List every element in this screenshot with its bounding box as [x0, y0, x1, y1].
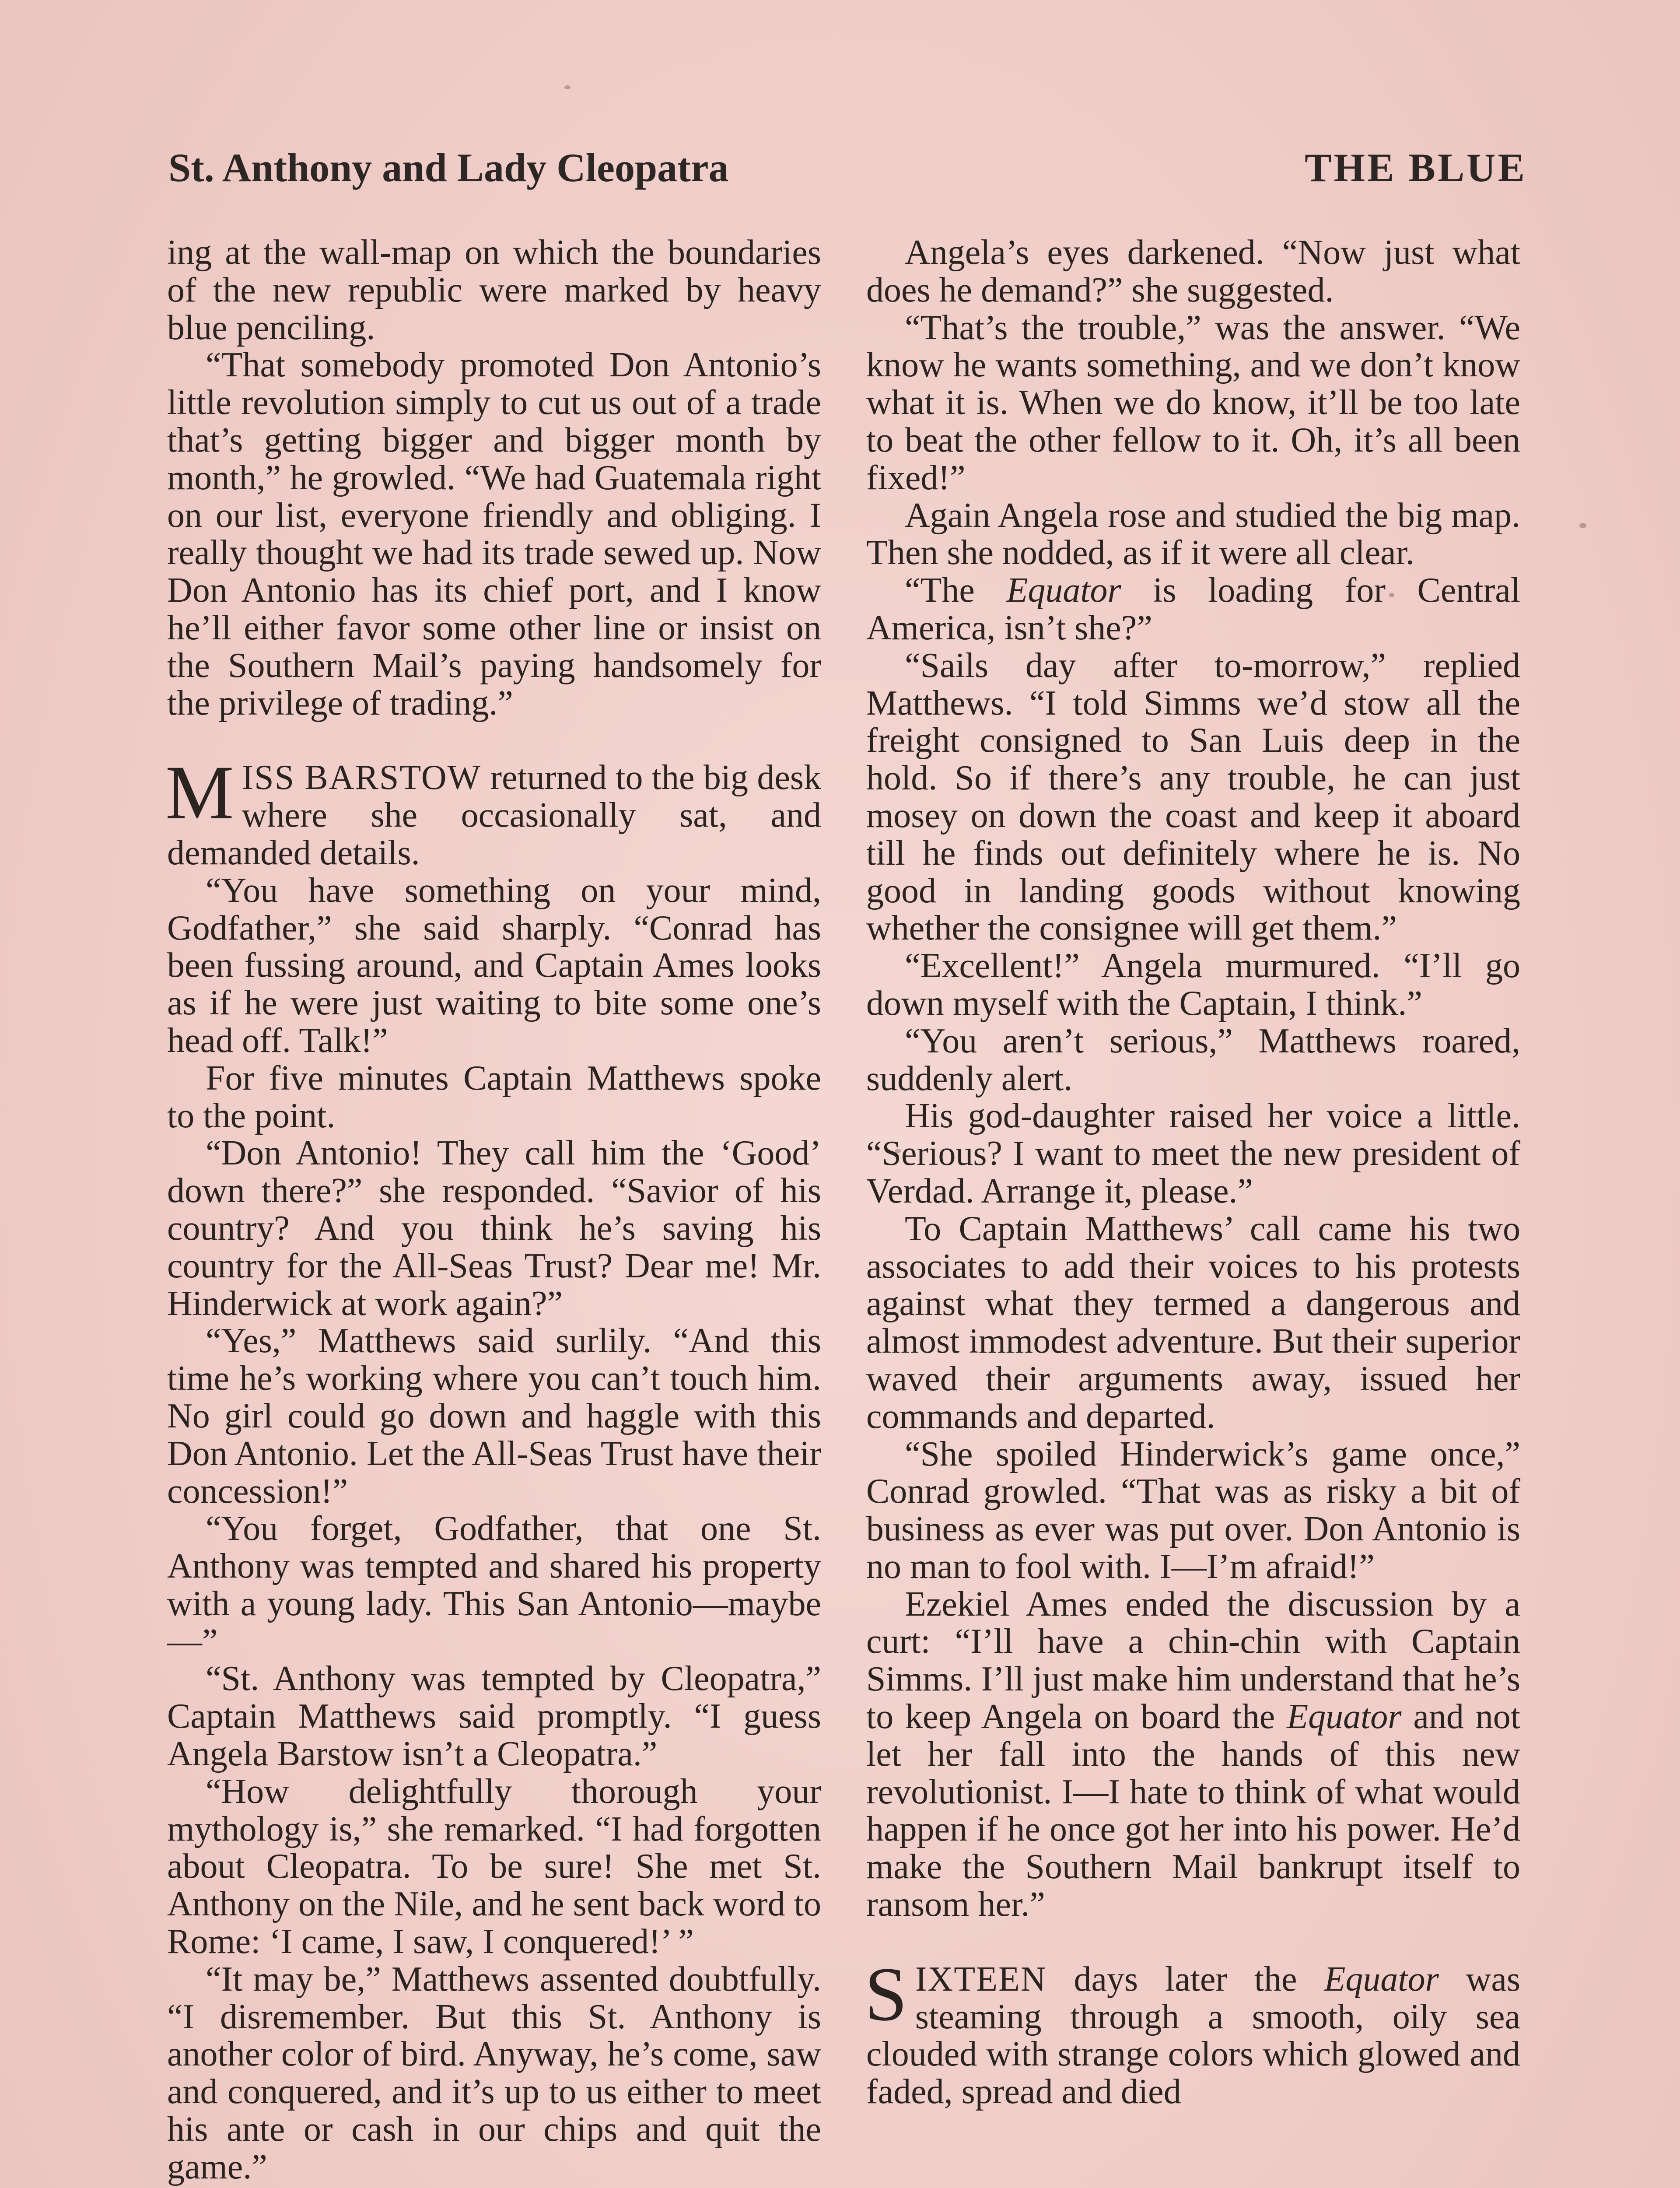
paragraph: “That’s the trouble,” was the answer. “We know he wants something, and we don’t know what it is. When we do know, it’ll be too late to beat the other fellow to it. Oh, it’s all been fixed!”: [866, 308, 1520, 497]
paragraph: “You forget, Godfather, that one St. Anthony was tempted and shared his property with a young lady. This San Antonio—maybe—”: [167, 1509, 821, 1661]
paragraph: To Captain Matthews’ call came his two associates to add their voices to his protests against what they termed a dangerous and almost immodest adventure. But their superior waved their arguments away, issued her commands and departed.: [866, 1209, 1520, 1436]
paragraph: ing at the wall-map on which the boundaries of the new republic were marked by heavy blue penciling.: [167, 233, 821, 347]
paragraph: “You aren’t serious,” Matthews roared, suddenly alert.: [866, 1021, 1520, 1098]
ship-name: Equator: [1006, 571, 1121, 610]
paragraph: “How delightfully thorough your mythology is,” she remarked. “I had forgotten about Cleopatra. To be sure! She met St. Anthony on the Nile, and he sent back word to Rome: ‘I came, I saw, I conquered!’ ”: [167, 1772, 821, 1961]
right-text-column: [866, 234, 1520, 2111]
ship-name: Equator: [1324, 1960, 1439, 1999]
section-opening-paragraph: SIXTEEN days later the Equator was steaming through a smooth, oily sea clouded with strange colors which glowed and faded, spread and died: [864, 1951, 1520, 2111]
paragraph: “She spoiled Hinderwick’s game once,” Conrad growled. “That was as risky a bit of business as ever was put over. Don Antonio is no man to fool with. I—I’m afraid!”: [866, 1434, 1520, 1586]
paper-speck: [1579, 523, 1586, 528]
section-opening-paragraph: [165, 750, 821, 872]
small-caps-lead: IXTEEN: [915, 1960, 1047, 1999]
paragraph: “It may be,” Matthews assented doubtfully. “I disremember. But this St. Anthony is another color of bird. Anyway, he’s come, saw and conquered, and it’s up to us either to meet his ante or cash in our chips and quit the game.”: [167, 1960, 821, 2186]
paragraph: “St. Anthony was tempted by Cleopatra,” Captain Matthews said promptly. “I guess Angela Barstow isn’t a Cleopatra.”: [167, 1659, 821, 1774]
small-caps-lead: ISS BARSTOW: [242, 758, 482, 797]
paragraph: His god-daughter raised her voice a little. “Serious? I want to meet the new president of Verdad. Arrange it, please.”: [866, 1097, 1520, 1210]
paragraph: “That somebody promoted Don Antonio’s little revolution simply to cut us out of a trade that’s getting bigger and bigger month by month,” he growled. “We had Guatemala right on our list, everyone friendly and obliging. I really thought we had its trade sewed up. Now Don Antonio has its chief port, and I know he’ll either favor some other line or insist on the Southern Mail’s paying handsomely for the privilege of trading.”: [167, 346, 821, 722]
drop-cap: M: [165, 750, 234, 836]
paper-speck: [564, 85, 570, 89]
left-text-column: [167, 234, 821, 2186]
paragraph: “Excellent!” Angela murmured. “I’ll go down myself with the Captain, I think.”: [866, 947, 1520, 1023]
paragraph: “Yes,” Matthews said surlily. “And this time he’s working where you can’t touch him. No girl could go down and haggle with this Don Antonio. Let the All-Seas Trust have their concession!”: [167, 1322, 821, 1511]
paragraph: For five minutes Captain Matthews spoke to the point.: [167, 1059, 821, 1135]
paragraph: Again Angela rose and studied the big map. Then she nodded, as if it were all clear.: [866, 496, 1520, 572]
paragraph: “Don Antonio! They call him the ‘Good’ down there?” she responded. “Savior of his country? And you think he’s saving his country for the All-Seas Trust? Dear me! Mr. Hinderwick at work again?”: [167, 1134, 821, 1323]
paragraph: “The Equator is loading for Central America, isn’t she?”: [866, 571, 1520, 647]
paragraph-text: returned to the big desk where she occasionally sat, and demanded details.: [167, 758, 821, 872]
magazine-title: THE BLUE: [1305, 145, 1527, 190]
paragraph: “You have something on your mind, Godfather,” she said sharply. “Conrad has been fussing around, and Captain Ames looks as if he were just waiting to bite some one’s head off. Talk!”: [167, 871, 821, 1060]
paragraph: Angela’s eyes darkened. “Now just what does he demand?” she suggested.: [866, 233, 1520, 309]
drop-cap: S: [864, 1951, 907, 2037]
paragraph: “Sails day after to-morrow,” replied Matthews. “I told Simms we’d stow all the freight consigned to San Luis deep in the hold. So if there’s any trouble, he can just mosey on down the coast and keep it aboard till he finds out definitely where he is. No good in landing goods without knowing whether the consignee will get them.”: [866, 646, 1520, 948]
ship-name: Equator: [1287, 1697, 1402, 1736]
running-title: St. Anthony and Lady Cleopatra: [168, 145, 729, 190]
paragraph: Ezekiel Ames ended the discussion by a curt: “I’ll have a chin-chin with Captain Simms. I’ll just make him understand that he’s to keep Angela on board the Equator and not let her fall into the hands of this new revolutionist. I—I hate to think of what would happen if he once got her into his power. He’d make the Southern Mail bankrupt itself to ransom her.”: [866, 1585, 1520, 1924]
